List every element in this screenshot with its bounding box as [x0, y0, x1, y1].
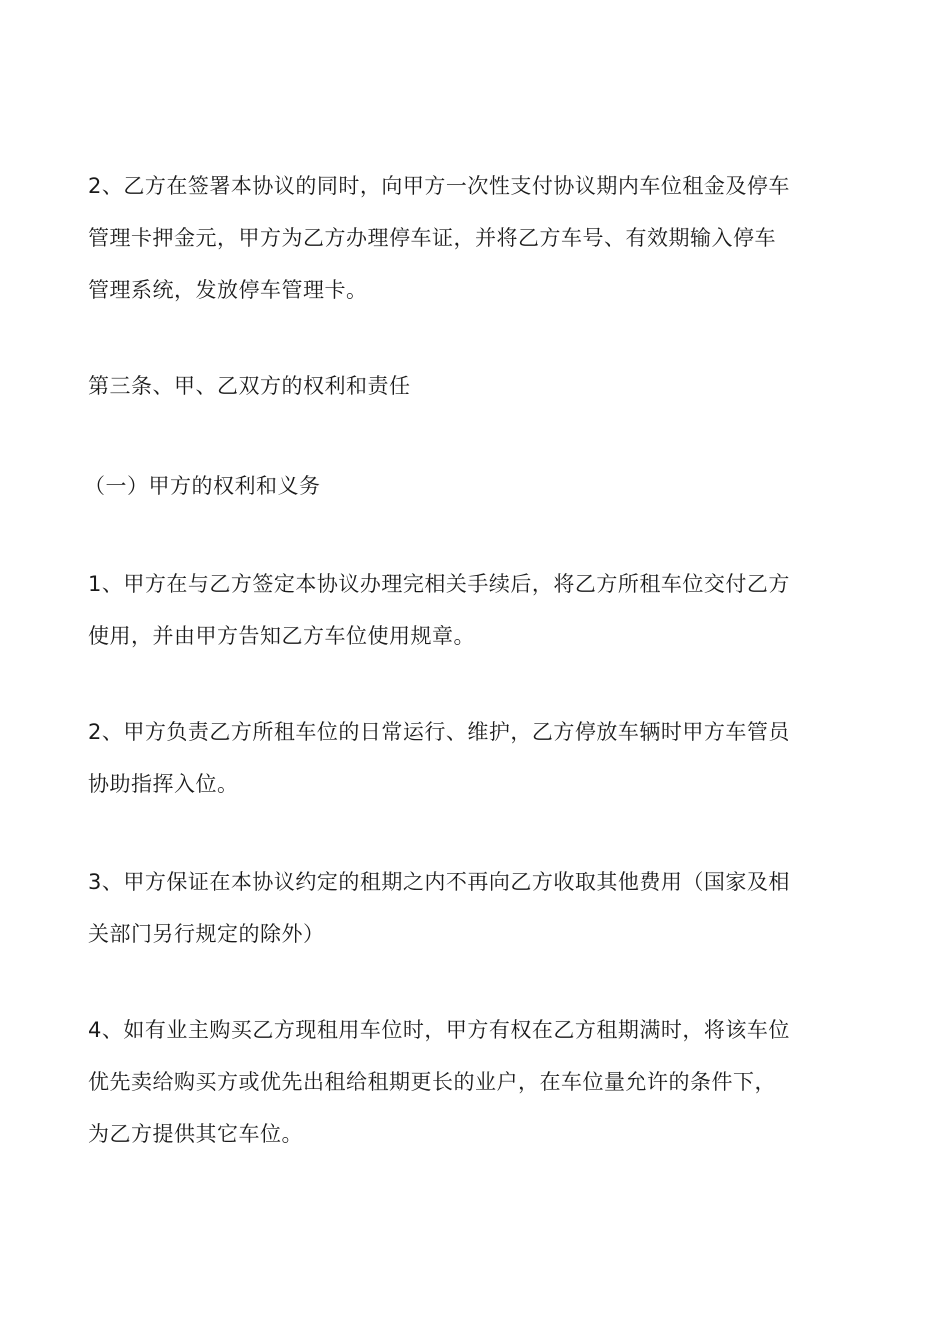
text-line: 2、甲方负责乙方所租车位的日常运行、维护，乙方停放车辆时甲方车管员: [88, 720, 790, 744]
text-line: 为乙方提供其它车位。: [88, 1122, 303, 1146]
paragraph-party-a-item-2: [88, 706, 868, 810]
paragraph-party-a-item-4: [88, 1004, 868, 1160]
paragraph-clause-2-payment: [88, 160, 868, 316]
text-line: 管理卡押金元，甲方为乙方办理停车证，并将乙方车号、有效期输入停车: [88, 226, 776, 250]
text-line: 2、乙方在签署本协议的同时，向甲方一次性支付协议期内车位租金及停车: [88, 174, 790, 198]
text-line: 使用，并由甲方告知乙方车位使用规章。: [88, 624, 475, 648]
text-line: 第三条、甲、乙双方的权利和责任: [88, 374, 411, 398]
text-line: 4、如有业主购买乙方现租用车位时，甲方有权在乙方租期满时，将该车位: [88, 1018, 790, 1042]
text-line: 管理系统，发放停车管理卡。: [88, 278, 368, 302]
heading-article-3: [88, 360, 868, 412]
heading-section-1: [84, 460, 864, 512]
paragraph-party-a-item-1: [88, 558, 868, 662]
text-line: 3、甲方保证在本协议约定的租期之内不再向乙方收取其他费用（国家及相: [88, 870, 790, 894]
text-line: 优先卖给购买方或优先出租给租期更长的业户，在车位量允许的条件下，: [88, 1070, 776, 1094]
paragraph-party-a-item-3: [88, 856, 868, 960]
text-line: 1、甲方在与乙方签定本协议办理完相关手续后，将乙方所租车位交付乙方: [88, 572, 790, 596]
text-line: 关部门另行规定的除外）: [88, 922, 325, 946]
text-line: （一）甲方的权利和义务: [84, 474, 321, 498]
text-line: 协助指挥入位。: [88, 772, 239, 796]
